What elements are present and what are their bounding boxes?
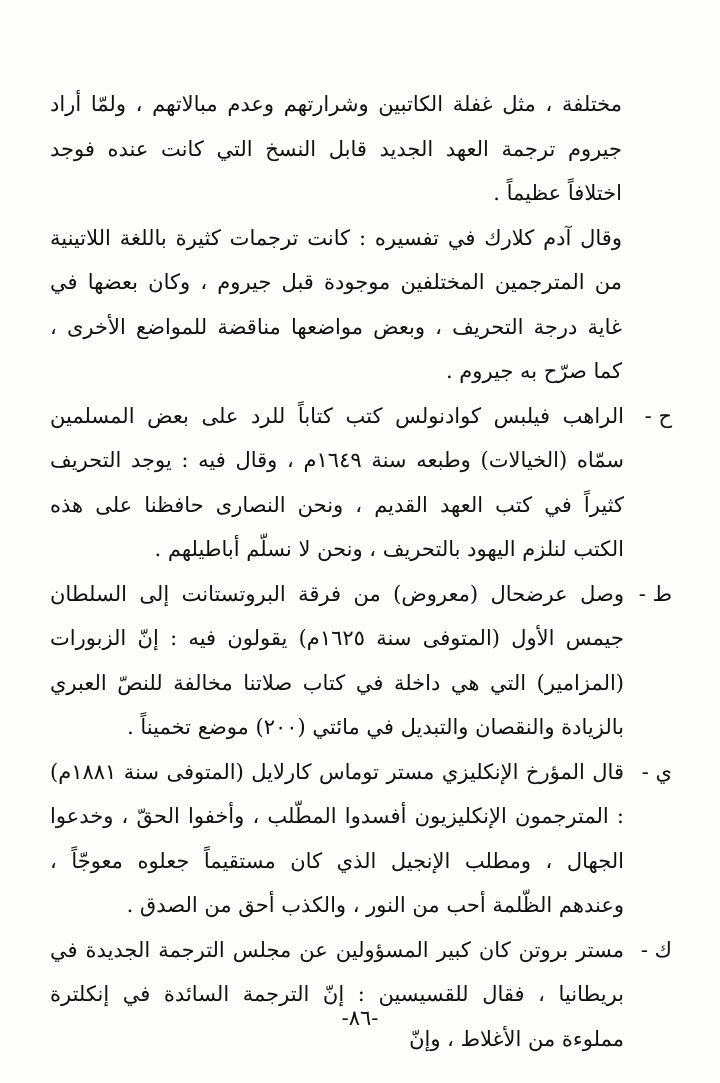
list-item-text: قال المؤرخ الإنكليزي مستر توماس كارلايل (المتوفى سنة ١٨٨١م) : المترجمون الإنكليزيون أفسدوا المطّلب ، وأخفوا الحقّ ، وخدعوا الجهال ، ومطلب الإنجيل الذي كان مستقيماً جعلوه معوجّاً ، وعندهم الظّلمة أحب من النور ، والكذب أحق من الصدق . (50, 759, 624, 917)
list-item-text: الراهب فيلبس كوادنولس كتب كتاباً للرد على بعض المسلمين سمّاه (الخيالات) وطبعه سنة ١٦٤٩م ، وقال فيه : يوجد التحريف كثيراً في كتب العهد القديم ، ونحن النصارى حافظنا على هذه الكتب لنلزم اليهود بالتحريف ، ونحن لا نسلّم أباطيلهم . (50, 403, 624, 561)
list-item (50, 394, 672, 572)
list-item-label: ي - (641, 759, 672, 784)
body-text (50, 82, 672, 1061)
list-item (50, 750, 672, 928)
list-item-text: مستر بروتن كان كبير المسؤولين عن مجلس الترجمة الجديدة في بريطانيا ، فقال للقسيسين : إنّ الترجمة السائدة في إنكلترة مملوءة من الأغلاط ، وإنّ (50, 937, 624, 1051)
list-item-text: وصل عرضحال (معروض) من فرقة البروتستانت إلى السلطان جيمس الأول (المتوفى سنة ١٦٢٥م) يقولون فيه : إنّ الزبورات (المزامير) التي هي داخلة في كتاب صلاتنا مخالفة للنصّ العبري بالزيادة والنقصان والتبديل في مائتي (٢٠٠) موضع تخميناً . (50, 581, 624, 739)
paragraph: مختلفة ، مثل غفلة الكاتبين وشرارتهم وعدم مبالاتهم ، ولمّا أراد جيروم ترجمة العهد الجديد قابل النسخ التي كانت عنده فوجد اختلافاً عظيماً . (50, 92, 622, 205)
list-item (50, 572, 672, 750)
page-number: -٨٦- (341, 1006, 379, 1030)
paragraph: وقال آدم كلارك في تفسيره : كانت ترجمات كثيرة باللغة اللاتينية من المترجمين المختلفين موجودة قبل جيروم ، وكان بعضها في غاية درجة التحريف ، وبعض مواضعها مناقضة للمواضع الأخرى ، كما صرّح به جيروم . (50, 225, 622, 383)
list-item-label: ح - (644, 403, 672, 428)
list-item-label: ط - (638, 581, 672, 606)
list-item-label: ك - (640, 937, 672, 962)
list-item (50, 928, 672, 1062)
